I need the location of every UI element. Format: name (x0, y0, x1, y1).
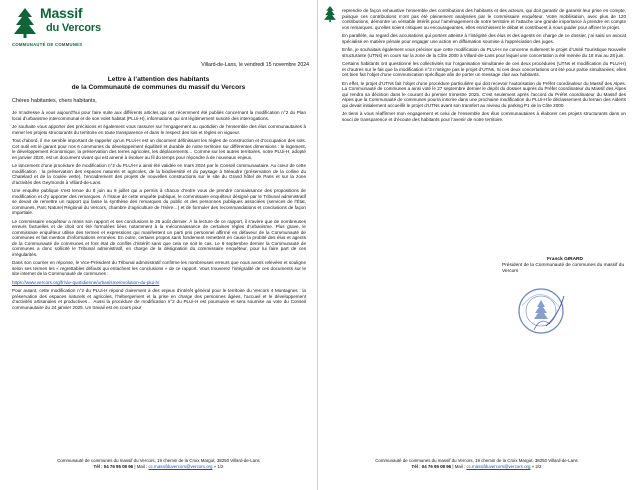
fir-tree-icon (14, 8, 36, 38)
signature-block (502, 257, 628, 274)
footer-mail-label: Mail : (454, 463, 466, 469)
salutation: Chères habitantes, chers habitants, (12, 98, 97, 104)
letter-date: Villard-de-Lans, le vendredi 15 novembre 2024 (201, 62, 309, 68)
footer-address: Communauté de communes du massif du Vercors, 19 chemin de la Croix Margot, 38250 Villard-de-Lans (57, 458, 260, 463)
signatory-name: Franck GIRARD (547, 257, 583, 262)
page-2 (318, 0, 635, 490)
logo-text (40, 6, 101, 36)
title-line-2: de la Communauté de communes du massif du Vercors (71, 84, 246, 91)
fir-tree-icon (324, 6, 336, 22)
logo-tagline: COMMUNAUTÉ DE COMMUNES (12, 42, 83, 47)
logo-line1: Massif (40, 5, 83, 21)
logo (12, 6, 112, 52)
paragraph: En parallèle, au regard des accusations qui portent atteinte à l’intégrité des élus et des agents en charge de ce dossier, j’ai saisi un avocat spécialisé en matière pénale pour engager une action en diffamation soumise à l’appréciation des juges. (342, 33, 626, 44)
title-line-1: Lettre à l’attention des habitants (107, 76, 210, 83)
footer-mail-label: Mail : (136, 463, 148, 469)
page-footer: Communauté de communes du massif du Vercors, 19 chemin de la Croix Margot, 38250 Villard-de-Lans Tél : 04 76 95 08 96 | Mail : cc.massifduvercors@vercors.org » 2/2 (318, 458, 635, 469)
signatory-role: Président de la Communauté de communes du massif du Vercors (502, 262, 625, 274)
page-1 (0, 0, 317, 490)
paragraph: Dans son courrier en réponse, le Vice-Président du Tribunal administratif confirme les nombreuses erreurs que nous avons relevées et souligne selon ses termes les « regrettables défauts qui entachent les conclusions » de ce rapport. Vous trouverez l’intégralité de ces documents sur le site internet de la Communauté de communes : (12, 260, 306, 276)
paragraph: Le lancement d’une procédure de modification n°2 du PLUi-H a ainsi été validée en mars 2024 par le Conseil communautaire. Au cœur de cette modification : la préservation des espaces naturels et agricoles, de la biodiversité et du paysage à Méaudre (préservation de la colline du Chatelard et de la coulée verte), l’encadrement des projets de nouvelles constructions sur le site du Grand hôtel de Paris et sur la zone d’activités des Geymonds à Villard-de-Lans. (12, 163, 306, 185)
paragraph: Pour autant, cette modification n°2 du PLUi-H répond clairement à des enjeux d’intérêt général pour le territoire du Vercors 4 Montagnes : la préservation des espaces naturels et agricoles, l’hébergement et la prise en charge des personnes âgées, l’accueil et le développement d’activités artisanales et productives… Aussi la procédure de modification n°2 du PLUi-H est poursuivie et sera soumise au vote du Conseil communautaire du 24 janvier 2025. Un travail est en cours pour (12, 288, 306, 310)
logo-line2: du Vercors (46, 22, 101, 34)
paragraph: Certains habitants ont questionné les collectivités sur l’organisation simultanée de ces deux procédures (UTNs et modification du PLUi-H) et d’autres sur le fait que la modification n°2 n’intègre pas le projet d’UTNs. Si ces deux concertations ont été pour partie simultanées, elles ont bien fait l’objet d’une communication spécifique afin de porter un message clair aux habitants. (342, 61, 626, 77)
paragraph: En effet, le projet d’UTNs fait l’objet d’une procédure particulière qui doit recevoir l’autorisation du Préfet coordinateur du Massif des Alpes. La Communauté de communes a ainsi voté le 27 septembre dernier le dépôt du dossier auprès du Préfet coordinateur du Massif des Alpes qui rendra sa décision dans le courant du premier trimestre 2025. C’est seulement après l’accord du Préfet coordinateur du Massif des Alpes que la Communauté de communes pourra inscrire dans une prochaine modification du PLUi-H le déclassement du terrain des Aiderts qui devait initialement accueillir le projet d’UTNs avant son transfert au niveau du parking P1 de la Côte 2000. (342, 80, 626, 108)
paragraph: Je tiens à vous réaffirmer mon engagement et celui de l’ensemble des élus communautaires à élaborer ces projets structurants dans un souci de transparence et d’écoute des habitants pour l’avenir de notre territoire. (342, 111, 626, 122)
letter-body-page-2 (342, 8, 626, 125)
page-footer: Communauté de communes du massif du Vercors, 19 chemin de la Croix Margot, 38250 Villard-de-Lans Tél : 04 76 95 08 96 | Mail : cc.massifduvercors@vercors.org » 1/2 (0, 458, 317, 469)
footer-mail-link[interactable]: cc.massifduvercors@vercors.org (466, 463, 531, 469)
paragraph: Enfin, je souhaitais également vous préciser que cette modification du PLUi-H ne concerne nullement le projet d’Unité Touristique Nouvelle structurante (UTNs) en cours sur la zone de la Côte 2000 à Villard-de-Lans pour lequel une concertation a été menée du 18 mai au 28 juin. (342, 47, 626, 58)
paragraph: reprendre de façon exhaustive l’ensemble des contributions des habitants et des acteurs, qui doit garantir de garantir leur prise en compte, puisque ces contributions n’ont pas été pleinement analysées par le commissaire enquêteur. Votre mobilisation, avec plus de 120 contributions, démontre un véritable intérêt pour l’aménagement de notre territoire et l’attache une grande importance à prendre en compte vos remarques, qu’elles soient critiques ou encourageantes, elles enrichissent le débat et contribuent à nous guider pour affiner le projet. (342, 8, 626, 30)
paragraph: Je souhaite vous apporter des précisions et également vous rassurer sur l’engagement au quotidien de l’ensemble des élus communautaires à mener les projets structurants du territoire en toute transparence et dans le respect des lois et règles en vigueur. (12, 124, 306, 135)
footer-tel: Tél : 04 76 95 08 96 (411, 463, 452, 469)
paragraph: Tout d’abord, il me semble important de rappeler qu’un PLUi-H est un document définissant les règles de construction et d’occupation des sols. Cet outil est le garant pour nos 6 communes du développement équilibré et durable de notre territoire sur différentes dimensions : le logement, le développement économique, la préservation des terres agricoles, les déplacements… Comme sur les autres territoires, notre PLUi-H, adopté en janvier 2020, est un document vivant qui est amené à évoluer au fil du temps pour répondre à de nouveaux enjeux. (12, 138, 306, 160)
footer-tel: Tél : 04 76 95 08 96 (93, 463, 134, 469)
stamp-seal (516, 286, 566, 336)
paragraph: Le commissaire enquêteur a remis son rapport et ses conclusions le 26 août dernier. À la lecture de ce rapport, il s’avère que de nombreuses erreurs factuelles et de droit ont été formulées liées notamment à la méconnaissance de certaines règles d’urbanisme. Plus grave, le commissaire enquêteur utilise des termes et expressions qui manifestent un parti pris personnel affirmé en défaveur de la Communauté de communes et fait mention d’informations erronées. En outre, certains propos sans fondement remettent en cause la probité des élus et agents de la Communauté de communes et font état de conflits d’intérêt sans que cela ne soit le cas. Le 6 septembre dernier la Communauté de communes a donc sollicité le Tribunal administratif, en charge de la désignation du commissaire enquêteur, pour lui faire part de ces irrégularités. (12, 218, 306, 257)
footer-page-number: » 1/2 (213, 463, 224, 469)
letter-body-page-1 (12, 110, 306, 313)
footer-page-number: » 2/2 (531, 463, 542, 469)
website-link[interactable]: https://www.vercors.org/fr/vie-quotidienne/urbanisme/evolution-du-plui-h/ (12, 279, 160, 285)
footer-mail-link[interactable]: cc.massifduvercors@vercors.org (148, 463, 213, 469)
paragraph: Je m’adresse à vous aujourd’hui pour faire suite aux différents articles qui ont récemment été publiés concernant la modification n°2 du Plan local d’urbanisme intercommunal et de son volet habitat (PLUi-H), informations qui ont légitimement suscité des interrogations. (12, 110, 306, 121)
paragraph: Une enquête publique s’est tenue du 8 juin au 9 juillet qui a permis à chacun d’entre vous de prendre connaissance des propositions de modification et d’y apporter des remarques. À l’issue de cette enquête publique, le commissaire enquêteur désigné par le Tribunal administratif se devait de remettre un rapport qui fasse la synthèse des remarques du public et des personnes publiques associées (services de l’État, communes, Parc Naturel Régional du Vercors, chambre d’agriculture de l’Isère…) et de formuler des recommandations et conclusions de façon impartiale. (12, 188, 306, 215)
letter-title (0, 76, 317, 92)
footer-address: Communauté de communes du massif du Vercors, 19 chemin de la Croix Margot, 38250 Villard-de-Lans (375, 458, 578, 463)
